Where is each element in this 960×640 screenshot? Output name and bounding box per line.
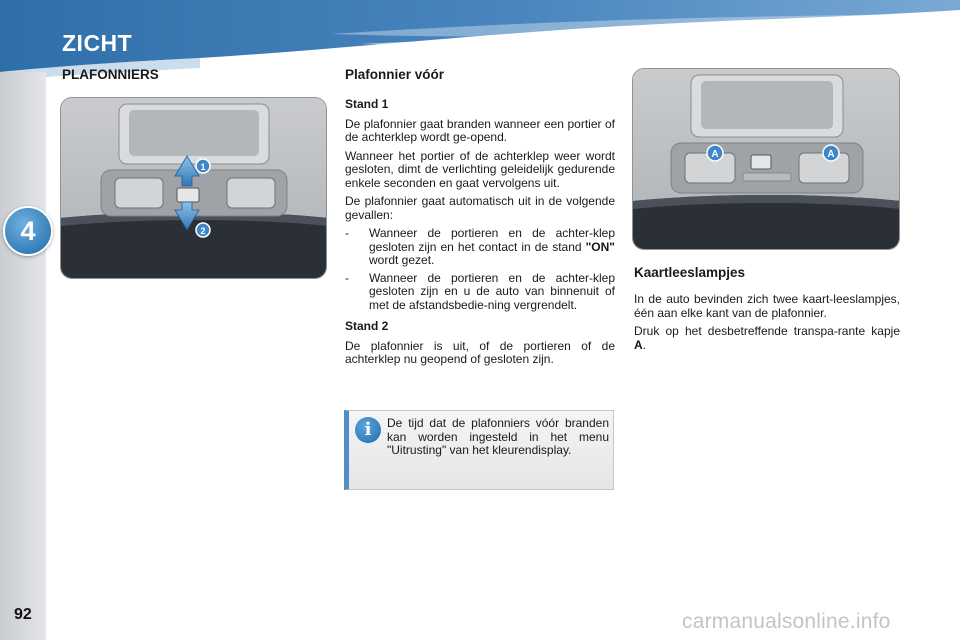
map-lights-text (634, 293, 900, 357)
chapter-number: 4 (20, 216, 36, 246)
page-title: ZICHT (62, 30, 133, 56)
front-light-illustration (60, 97, 327, 279)
info-box (344, 410, 614, 490)
stand1-title: Stand 1 (345, 97, 389, 111)
map-lights-illustration (632, 68, 900, 250)
front-light-text (345, 98, 615, 372)
marker-a-left: A (711, 149, 719, 160)
marker-a-right: A (827, 149, 835, 160)
sidebar-strip (0, 72, 46, 640)
list-item: - Wanneer de portieren en de achter-klep gesloten zijn en het contact in de stand "ON" wordt gezet. (345, 226, 615, 267)
stand1-p3: De plafonnier gaat automatisch uit in de volgende gevallen: (345, 194, 615, 222)
auto-off-list (345, 227, 615, 312)
map-lights-p1: In de auto bevinden zich twee kaart-leeslampjes, één aan elke kant van de plafonnier. (634, 292, 900, 320)
stand2-p1: De plafonnier is uit, of de portieren of de achterklep nu geopend of gesloten zijn. (345, 338, 615, 366)
stand2-title: Stand 2 (345, 319, 389, 333)
watermark: carmanualsonline.info (682, 610, 891, 633)
info-icon: i (355, 417, 381, 443)
map-lights-p2: Druk op het desbetreffende transpa-rante kapje A. (634, 324, 900, 352)
section-heading-plafonniers: PLAFONNIERS (62, 67, 159, 82)
stand1-p2: Wanneer het portier of de achterklep weer wordt gesloten, dimt de verlichting geleidelijk gedurende enkele seconden en gaat vervolgens uit. (345, 148, 615, 190)
front-light-heading: Plafonnier vóór (345, 67, 445, 82)
map-lights-heading: Kaartleeslampjes (634, 265, 746, 280)
marker-1: 1 (200, 162, 206, 172)
chapter-tab[interactable] (3, 206, 53, 256)
stand1-p1: De plafonnier gaat branden wanneer een portier of de achterklep wordt ge-opend. (345, 116, 615, 144)
info-text: De tijd dat de plafonniers vóór branden kan worden ingesteld in het menu "Uitrusting" van het kleurendisplay. (387, 416, 609, 457)
list-item: - Wanneer de portieren en de achter-klep gesloten zijn en u de auto van binnenuit of met de afstandsbedie-ning vergrendelt. (345, 270, 615, 312)
marker-2: 2 (200, 226, 206, 236)
page-number: 92 (14, 606, 32, 623)
